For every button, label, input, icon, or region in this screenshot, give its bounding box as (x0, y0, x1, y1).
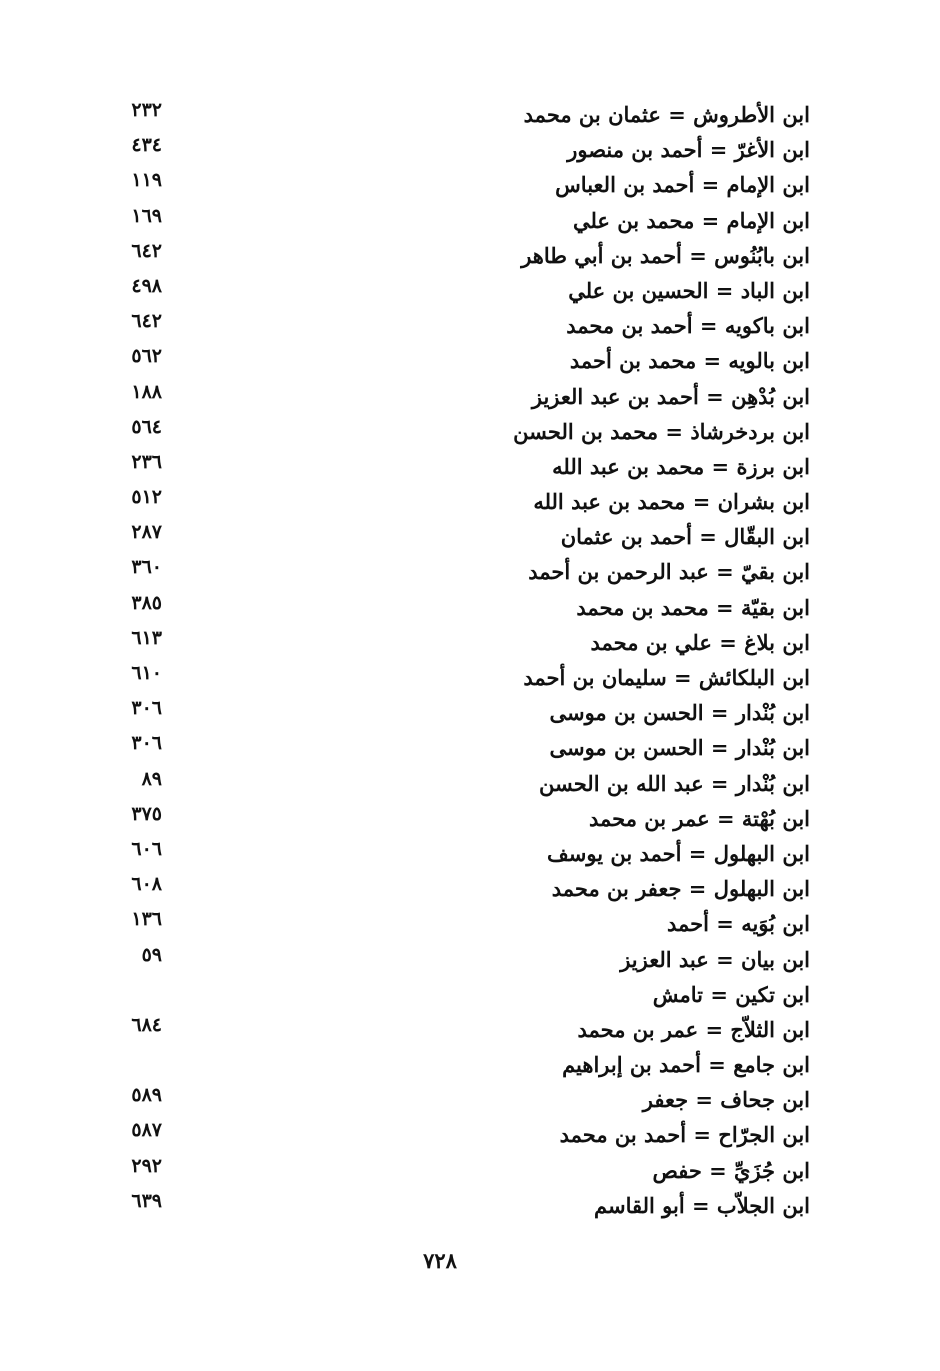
index-entry (100, 97, 810, 132)
entry-name: ابن بُوَيه = أحمد (667, 911, 810, 937)
entry-name: ابن الجلاّب = أبو القاسم (594, 1192, 810, 1218)
entry-page-number: ٦٨٤ (131, 1013, 162, 1036)
entry-page-number: ١٣٦ (131, 908, 162, 931)
entry-page-number: ٥٦٢ (131, 345, 162, 368)
entry-page-number: ١٨٨ (131, 380, 162, 403)
index-entry (100, 1082, 810, 1117)
entry-name: ابن البهلول = أحمد بن يوسف (547, 840, 810, 866)
entry-page-number: ١١٩ (131, 169, 162, 192)
index-entry (100, 1188, 810, 1223)
index-entry (100, 132, 810, 167)
entry-name: ابن البهلول = جعفر بن محمد (551, 876, 810, 902)
entry-page-number: ٣٠٦ (131, 732, 162, 755)
entry-page-number: ٤٩٨ (131, 274, 162, 297)
index-entry (100, 343, 810, 378)
entry-name: ابن تكين = تامش (652, 981, 810, 1007)
entry-page-number: ٢٨٧ (131, 521, 162, 544)
entry-name: ابن بلاغ = علي بن محمد (590, 629, 810, 655)
index-entry (100, 203, 810, 238)
entry-name: ابن الأغرّ = أحمد بن منصور (567, 137, 810, 163)
index-entry (100, 942, 810, 977)
entry-page-number: ٥٦٤ (131, 415, 162, 438)
entry-name: ابن الجرّاح = أحمد بن محمد (559, 1122, 810, 1148)
entry-page-number: ٥٨٧ (131, 1119, 162, 1142)
entry-page-number: ٥٨٩ (131, 1084, 162, 1107)
entry-page-number: ٢٩٢ (131, 1154, 162, 1177)
entry-name: ابن بُنْدار = الحسن بن موسى (549, 700, 810, 726)
entry-page-number: ٦١٣ (131, 626, 162, 649)
index-entry (100, 167, 810, 202)
entry-page-number: ٦٠٨ (131, 873, 162, 896)
index-list (100, 97, 810, 1223)
entry-name: ابن بُنْدار = الحسن بن موسى (549, 735, 810, 761)
index-entry (100, 554, 810, 589)
entry-page-number: ٢٣٦ (131, 450, 162, 473)
index-entry (100, 519, 810, 554)
index-entry (100, 484, 810, 519)
index-entry (100, 836, 810, 871)
index-entry (100, 730, 810, 765)
entry-name: ابن بُدْهِن = أحمد بن عبد العزيز (531, 383, 810, 409)
index-entry (100, 871, 810, 906)
entry-name: ابن البلكائش = سليمان بن أحمد (523, 665, 810, 690)
entry-page-number: ٤٣٤ (131, 134, 162, 157)
entry-page-number: ٣٧٥ (131, 802, 162, 825)
index-entry (100, 766, 810, 801)
entry-page-number: ٦٤٢ (131, 310, 162, 333)
index-entry (100, 1047, 810, 1082)
entry-name: ابن بيان = عبد العزيز (620, 946, 810, 972)
index-entry (100, 1153, 810, 1188)
entry-name: ابن البقّال = أحمد بن عثمان (560, 524, 810, 550)
entry-page-number: ٥٩ (141, 943, 162, 966)
index-entry (100, 1117, 810, 1152)
entry-page-number: ٣٨٥ (131, 591, 162, 614)
index-entry (100, 238, 810, 273)
entry-name: ابن الإمام = أحمد بن العباس (555, 172, 810, 198)
entry-page-number: ٣٦٠ (131, 556, 162, 579)
entry-name: ابن باكويه = أحمد بن محمد (566, 313, 810, 339)
index-entry (100, 308, 810, 343)
entry-page-number: ٦٠٦ (131, 837, 162, 860)
entry-name: ابن الثلاّج = عمر بن محمد (577, 1016, 810, 1042)
page-number: ٧٢٨ (423, 1248, 457, 1273)
entry-page-number: ٥١٢ (131, 486, 162, 509)
index-entry (100, 906, 810, 941)
entry-name: ابن الإمام = محمد بن علي (572, 207, 810, 233)
entry-name: ابن جحاف = جعفر (642, 1087, 810, 1113)
entry-page-number: ٣٠٦ (131, 697, 162, 720)
entry-page-number: ٦٣٩ (131, 1189, 162, 1212)
entry-name: ابن بُنْدار = عبد الله بن الحسن (539, 770, 810, 796)
entry-name: ابن بشران = محمد بن عبد الله (533, 489, 810, 515)
index-entry (100, 273, 810, 308)
index-entry (100, 379, 810, 414)
entry-page-number: ٢٣٢ (131, 99, 162, 121)
entry-page-number: ٦٤٢ (131, 239, 162, 262)
index-entry (100, 1012, 810, 1047)
entry-name: ابن بابُنُوس = أحمد بن أبي طاهر (521, 242, 810, 268)
entry-name: ابن برزة = محمد بن عبد الله (552, 453, 810, 479)
entry-name: ابن جامع = أحمد بن إبراهيم (562, 1052, 810, 1078)
index-entry (100, 977, 810, 1012)
entry-name: ابن بقيّ = عبد الرحمن بن أحمد (528, 559, 810, 585)
index-entry (100, 660, 810, 695)
index-entry (100, 625, 810, 660)
entry-name: ابن بقيّة = محمد بن محمد (576, 594, 810, 620)
index-entry (100, 449, 810, 484)
index-entry (100, 590, 810, 625)
index-entry (100, 695, 810, 730)
index-entry (100, 414, 810, 449)
entry-name: ابن بردخرشاذ = محمد بن الحسن (513, 418, 810, 444)
entry-page-number: ١٦٩ (131, 204, 162, 227)
entry-name: ابن الباد = الحسين بن علي (568, 277, 810, 303)
entry-page-number: ٦١٠ (131, 662, 162, 684)
entry-name: ابن الأطروش = عثمان بن محمد (523, 102, 810, 127)
entry-name: ابن بُهْتة = عمر بن محمد (589, 805, 810, 831)
entry-name: ابن جُزَيِّ = حفص (652, 1157, 810, 1183)
entry-page-number: ٨٩ (141, 767, 162, 790)
entry-name: ابن بالويه = محمد بن أحمد (569, 348, 810, 374)
index-entry (100, 801, 810, 836)
